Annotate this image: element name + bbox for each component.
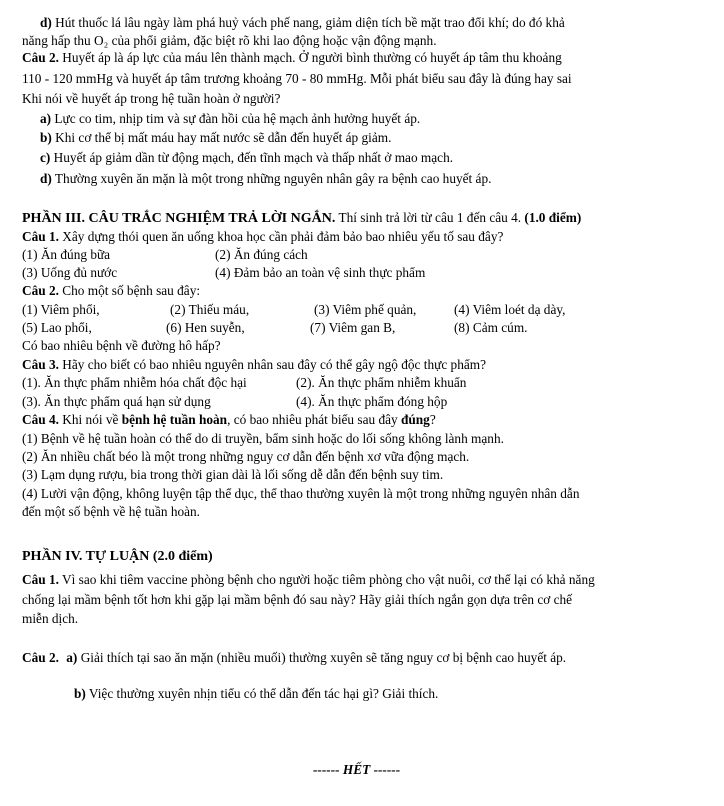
- part4-title: PHẦN IV. TỰ LUẬN (2.0 điểm): [22, 549, 213, 564]
- p3-c4-s1: (1) Bệnh về hệ tuần hoàn có thể do di truyền, bẩm sinh hoặc do lối sống không lành mạnh.: [22, 431, 504, 446]
- p3-c1-opt2: (2) Ăn đúng cách: [215, 247, 308, 262]
- p3-c1-opt1: (1) Ăn đúng bữa: [22, 247, 111, 262]
- p3-c4-s4a: (4) Lười vận động, không luyện tập thể dục, thể thao thường xuyên là một trong những nguyên nhân dẫn: [22, 486, 580, 501]
- p4-c1-line3: miễn dịch.: [22, 611, 79, 626]
- p3-c1-opt4: (4) Đảm bảo an toàn vệ sinh thực phẩm: [215, 265, 426, 280]
- p4-c1-line1: [22, 571, 702, 588]
- p4-c2-b-text: Việc thường xuyên nhịn tiểu có thể dẫn đến tác hại gì? Giải thích.: [88, 686, 439, 701]
- q2-item-b-label: b): [40, 130, 52, 145]
- q2-item-d-text: Thường xuyên ăn mặn là một trong những nguyên nhân gây ra bệnh cao huyết áp.: [54, 171, 492, 186]
- p3-c2-opt8: (8) Cảm cúm.: [454, 320, 528, 335]
- end-text: HẾT: [342, 762, 371, 777]
- p4-c2-b-label: b): [74, 686, 86, 701]
- prev-d-line2: năng hấp thu O₂ của phổi giảm, đặc biệt rõ khi lao động hoặc vận động mạnh.: [22, 33, 437, 48]
- p3-c4-bold1: bệnh hệ tuần hoàn: [121, 412, 228, 427]
- p3-c4-s3: (3) Lạm dụng rượu, bia trong thời gian dài là lối sống dễ dẫn đến bệnh suy tim.: [22, 467, 444, 482]
- part3-desc: Thí sinh trả lời từ câu 1 đến câu 4.: [338, 210, 522, 225]
- end-dashes-left: ------: [313, 762, 340, 777]
- p3-c3-opt1: (1). Ăn thực phẩm nhiễm hóa chất độc hại: [22, 375, 247, 390]
- p3-c2-opt4: (4) Viêm loét dạ dày,: [454, 302, 566, 317]
- part3-points: (1.0 điểm): [524, 210, 582, 225]
- p4-c2-a-text: Giải thích tại sao ăn mặn (nhiều muối) thường xuyên sẽ tăng nguy cơ bị bệnh cao huyết áp.: [80, 650, 567, 665]
- end-marker: [313, 761, 400, 778]
- p3-c4-end: ?: [429, 412, 436, 427]
- p4-c2-line-a: [22, 649, 566, 666]
- q2-item-c-label: c): [40, 150, 51, 165]
- p3-c1-opt3: (3) Uống đủ nước: [22, 265, 118, 280]
- p3-c4-s2: (2) Ăn nhiều chất béo là một trong những nguy cơ dẫn đến bệnh xơ vữa động mạch.: [22, 449, 470, 464]
- p4-c1-label: Câu 1.: [22, 572, 59, 587]
- p4-c2-a-label: a): [66, 650, 78, 665]
- p3-c1-line: [22, 228, 503, 245]
- p3-c3-text: Hãy cho biết có bao nhiêu nguyên nhân sau đây có thể gây ngộ độc thực phẩm?: [62, 357, 486, 372]
- p3-c3-label: Câu 3.: [22, 357, 59, 372]
- p3-c3-opt4: (4). Ăn thực phẩm đóng hộp: [296, 394, 448, 409]
- p3-c2-question: Có bao nhiêu bệnh về đường hô hấp?: [22, 338, 221, 353]
- part3-heading: [22, 209, 581, 227]
- q2-label: Câu 2.: [22, 50, 59, 65]
- q2-item-c: [40, 149, 453, 166]
- p3-c4-line: [22, 411, 436, 428]
- p3-c1-label: Câu 1.: [22, 229, 59, 244]
- part3-title: PHẦN III. CÂU TRẮC NGHIỆM TRẢ LỜI NGẮN.: [22, 211, 336, 226]
- q2-item-c-text: Huyết áp giảm dần từ động mạch, đến tĩnh mạch và thấp nhất ở mao mạch.: [53, 150, 454, 165]
- end-dashes-right: ------: [373, 762, 401, 777]
- prev-d-line1: [40, 14, 684, 31]
- p3-c2-opt2: (2) Thiếu máu,: [170, 302, 250, 317]
- q2-line1: [22, 49, 562, 66]
- q2-text1: Huyết áp là áp lực của máu lên thành mạch. Ở người bình thường có huyết áp tâm thu khoảng: [62, 50, 562, 65]
- q2-item-a-text: Lực co tim, nhịp tim và sự đàn hồi của hệ mạch ảnh hưởng huyết áp.: [54, 111, 421, 126]
- p4-c2-line-b: [74, 685, 438, 702]
- prev-d-text: Hút thuốc lá lâu ngày làm phá huỷ vách phế nang, giảm diện tích bề mặt trao đổi khí; do đó khả: [55, 15, 565, 30]
- q2-line3: Khi nói về huyết áp trong hệ tuần hoàn ở người?: [22, 91, 281, 106]
- p3-c4-label: Câu 4.: [22, 412, 59, 427]
- q2-item-b-text: Khi cơ thể bị mất máu hay mất nước sẽ dẫn đến huyết áp giảm.: [55, 130, 392, 145]
- p4-c1-line2: chống lại mầm bệnh tốt hơn khi gặp lại mầm bệnh đó sau này? Hãy giải thích ngắn gọn dựa trên cơ chế: [22, 592, 573, 607]
- q2-line2: 110 - 120 mmHg và huyết áp tâm trương khoảng 70 - 80 mmHg. Mỗi phát biểu sau đây là đúng hay sai: [22, 71, 572, 86]
- p3-c1-text: Xây dựng thói quen ăn uống khoa học cần phải đảm bảo bao nhiêu yếu tố sau đây?: [62, 229, 504, 244]
- p3-c2-opt3: (3) Viêm phế quản,: [314, 302, 417, 317]
- p3-c2-line: [22, 282, 200, 299]
- q2-item-a-label: a): [40, 111, 52, 126]
- p4-c1-text1: Vì sao khi tiêm vaccine phòng bệnh cho người hoặc tiêm phòng cho vật nuôi, cơ thể lại có khả năng: [62, 572, 595, 587]
- p3-c4-bold2: đúng: [400, 412, 430, 427]
- p3-c2-opt7: (7) Viêm gan B,: [310, 320, 396, 335]
- p3-c4-mid: , có bao nhiêu phát biểu sau đây: [227, 412, 398, 427]
- p3-c2-text: Cho một số bệnh sau đây:: [62, 283, 201, 298]
- p3-c4-pre: Khi nói về: [62, 412, 119, 427]
- p3-c3-line: [22, 356, 486, 373]
- prev-d-label: d): [40, 15, 52, 30]
- q2-item-d: [40, 170, 491, 187]
- p3-c2-opt6: (6) Hen suyễn,: [166, 320, 245, 335]
- p3-c3-opt2: (2). Ăn thực phẩm nhiễm khuẩn: [296, 375, 467, 390]
- p3-c3-opt3: (3). Ăn thực phẩm quá hạn sử dụng: [22, 394, 211, 409]
- p4-c2-label: Câu 2.: [22, 650, 59, 665]
- p3-c2-opt1: (1) Viêm phổi,: [22, 302, 100, 317]
- q2-item-d-label: d): [40, 171, 52, 186]
- q2-item-a: [40, 110, 420, 127]
- q2-item-b: [40, 129, 391, 146]
- p3-c2-label: Câu 2.: [22, 283, 59, 298]
- p3-c4-s4b: đến một số bệnh về hệ tuần hoàn.: [22, 504, 200, 519]
- p3-c2-opt5: (5) Lao phổi,: [22, 320, 92, 335]
